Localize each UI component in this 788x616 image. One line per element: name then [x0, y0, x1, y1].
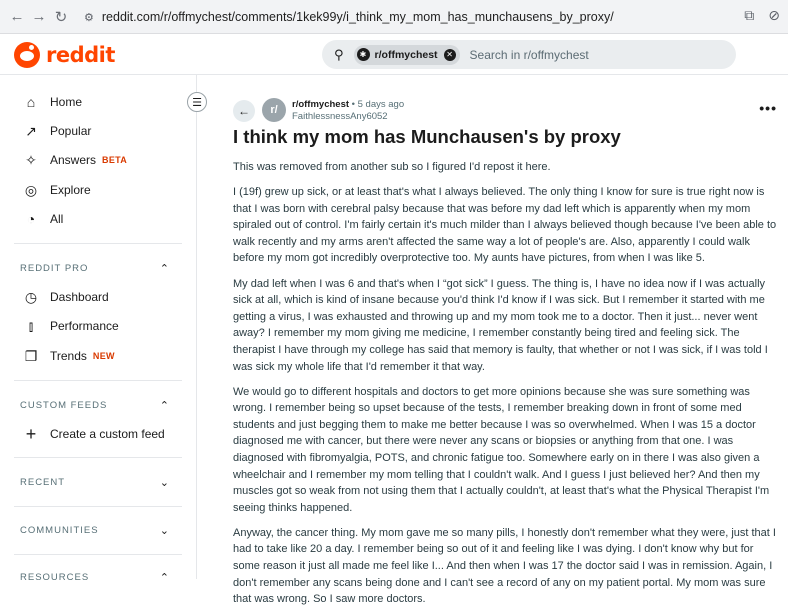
- sidebar-item-label: Dashboard: [50, 290, 109, 304]
- url-text[interactable]: reddit.com/r/offmychest/comments/1kek99y/i_think_my_mom_has_munchausens_by_proxy/: [101, 10, 614, 24]
- post-body: [233, 159, 781, 616]
- sidebar-item-all[interactable]: [22, 209, 63, 229]
- chevron-down-icon: ⌄: [159, 477, 170, 489]
- chip-label: r/offmychest: [374, 48, 438, 61]
- post-paragraph: My dad left when I was 6 and that's when I “got sick” I guess. The thing is, I have no idea now if I was actually sick at all, which is kind of insane because you'd think I'd know if I was sick. But I remember it started with me getting a virus, I was exhausted and throwing up and my mom took me to a doctor. Then it just... never went away? I remember my mom giving me medicine, I remember constantly being tired and feeling sick. The therapist I have through my college has said that memory is faulty, that whether or not I was sick, if I was told I was sick my whole life that I'd remember it that way.: [233, 277, 768, 373]
- sidebar-item-label: Create a custom feed: [50, 427, 165, 441]
- chevron-up-icon: ⌃: [159, 572, 170, 584]
- author-link[interactable]: FaithlessnessAny6052: [292, 111, 388, 122]
- dashboard-icon: ◷: [24, 288, 38, 305]
- plus-icon: +: [25, 423, 37, 444]
- install-app-icon[interactable]: ⧉: [744, 7, 755, 23]
- back-arrow-icon[interactable]: ←: [9, 8, 25, 25]
- collapse-sidebar-button[interactable]: [187, 92, 207, 112]
- section-custom-feeds[interactable]: [20, 399, 170, 412]
- subreddit-filter-chip[interactable]: [354, 45, 460, 65]
- tracking-off-icon[interactable]: ⊘: [768, 7, 780, 23]
- sidebar-item-label: All: [50, 212, 64, 226]
- answers-icon: ✧: [25, 151, 37, 168]
- section-title: REDDIT PRO: [20, 263, 89, 274]
- post-paragraph: Anyway, the cancer thing. My mom gave me so many pills, I honestly don't remember what they were, just that I had to take like 20 a day. I remember being so out of it and feeling like I was dying. I don't know why but for some reason it just all made me feel like I... And then when I was 17 the doctor said I was in remission. Again, I don't remember any scans being done and I can't see a record of any on my patient portal. My mom was sure that was wrong. So I saw more doctors.: [233, 526, 776, 606]
- search-bar[interactable]: [322, 40, 736, 69]
- divider: [14, 506, 182, 507]
- sidebar-item-label: Home: [50, 95, 83, 109]
- subreddit-link[interactable]: r/offmychest: [292, 99, 350, 110]
- new-badge: NEW: [92, 351, 115, 361]
- section-resources[interactable]: [20, 571, 170, 584]
- performance-icon: ⫾: [28, 317, 34, 334]
- browser-toolbar: [0, 0, 788, 34]
- home-icon: ⌂: [26, 94, 36, 110]
- trends-icon: ❐: [24, 347, 38, 364]
- sidebar-item-label: Trends: [50, 349, 87, 363]
- clear-chip-icon[interactable]: ✕: [444, 49, 456, 61]
- sidebar-item-label: Answers: [50, 153, 97, 167]
- section-reddit-pro[interactable]: [20, 262, 170, 275]
- search-input[interactable]: Search in r/offmychest: [469, 47, 589, 62]
- sidebar-item-popular[interactable]: [22, 121, 91, 141]
- section-title: RESOURCES: [20, 572, 90, 583]
- section-title: COMMUNITIES: [20, 525, 99, 536]
- forward-arrow-icon[interactable]: →: [31, 8, 47, 25]
- sidebar-item-label: Popular: [50, 124, 92, 138]
- post-time: 5 days ago: [357, 99, 405, 110]
- beta-badge: BETA: [102, 155, 128, 165]
- section-title: RECENT: [20, 477, 66, 488]
- sidebar-item-home[interactable]: [22, 92, 82, 112]
- reddit-snoo-icon: [14, 42, 40, 68]
- section-communities[interactable]: [20, 524, 170, 537]
- post-paragraph: We would go to different hospitals and doctors to get more opinions because she was sure something was wrong. I remember being so upset because of the tests, I remember breaking down in front of some med students and just begging them to make me better because I was so overwhelmed. When I was 15 a doctor diagnosed me with cancer, but there were never any scans or biopsies or anything from that one. I was diagnosed with fibromyalgia, POTS, and chronic fatigue too. Somewhere early on in there I was also given a wheelchair and I remember my mom telling that I couldn't walk. And I guess I just believed her? And then my muscles got so weak from not using them that I actually couldn't, at least that's what the Physical Therapist I'm seeing thinks happened.: [233, 385, 770, 514]
- sidebar-item-label: Explore: [50, 183, 91, 197]
- menu-icon: ☰: [192, 96, 202, 109]
- sidebar-item-explore[interactable]: [22, 180, 91, 200]
- reddit-logo[interactable]: [14, 42, 115, 68]
- logo-text: reddit: [46, 43, 115, 67]
- sidebar-item-dashboard[interactable]: [22, 287, 109, 307]
- back-button[interactable]: ←: [233, 100, 255, 122]
- section-title: CUSTOM FEEDS: [20, 400, 108, 411]
- post-meta: [292, 99, 404, 123]
- chevron-up-icon: ⌃: [159, 263, 170, 275]
- post-paragraph: This was removed from another sub so I figured I'd repost it here.: [233, 161, 551, 173]
- sidebar-item-answers[interactable]: [22, 150, 127, 170]
- subreddit-chip-avatar: ✱: [357, 48, 370, 61]
- reload-icon[interactable]: ↻: [54, 8, 68, 26]
- explore-icon: ◎: [24, 181, 38, 198]
- site-header: [0, 34, 788, 75]
- post-separator: •: [351, 99, 358, 110]
- divider: [14, 554, 182, 555]
- site-settings-icon[interactable]: ⚙: [84, 11, 94, 24]
- divider: [14, 457, 182, 458]
- address-bar[interactable]: [84, 5, 614, 29]
- more-options-icon[interactable]: •••: [759, 100, 777, 116]
- post-paragraph: I (19f) grew up sick, or at least that's what I always believed. The only thing I know for sure is true right now is that I was born with cerebral palsy because that was before my dad left which is apparently when my mom spiraled out of control. I'm fairly certain it's much milder than I always believed though because I've been able to walk recently and my arms aren't affected the same way a lot of people's are. Also, apparently I could walk before my mom got incredibly overprotective too. My aunts have pictures, from when I was like 5.: [233, 186, 777, 265]
- divider: [14, 243, 182, 244]
- divider: [14, 380, 182, 381]
- all-icon: ◔: [26, 211, 36, 227]
- subreddit-avatar[interactable]: r/: [262, 98, 286, 122]
- chevron-up-icon: ⌃: [159, 400, 170, 412]
- popular-icon: ↗: [25, 122, 37, 139]
- search-icon: ⚲: [334, 46, 344, 62]
- sidebar-item-label: Performance: [50, 319, 119, 333]
- sidebar-item-performance[interactable]: [22, 316, 119, 336]
- chevron-down-icon: ⌄: [159, 525, 170, 537]
- sidebar-item-trends[interactable]: [22, 346, 115, 366]
- post-title: I think my mom has Munchausen's by proxy: [233, 126, 621, 147]
- left-sidebar: [0, 75, 197, 584]
- create-custom-feed-button[interactable]: [22, 424, 165, 444]
- section-recent[interactable]: [20, 476, 170, 489]
